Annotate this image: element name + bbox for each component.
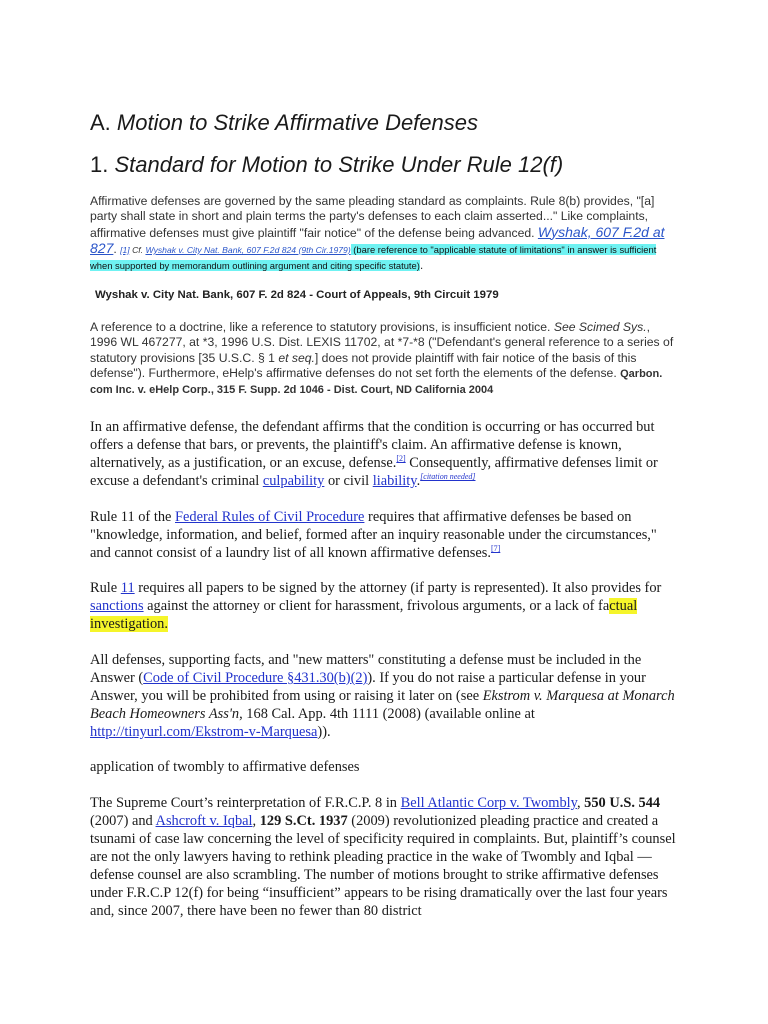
paragraph-rule-11-frcp: Rule 11 of the Federal Rules of Civil Procedure requires that affirmative defenses be based on "knowledge, information, and belief, formed after an inquiry reasonable under the circumstances," and cannot consist of a laundry list of all known affirmative defenses.[7] bbox=[90, 509, 657, 561]
highlighted-parenthetical: (bare reference to "applicable statute of limitations" in answer is sufficient when supported by memorandum outlining argument and citing specific statute) bbox=[90, 243, 657, 272]
footnote-7-link[interactable]: [7] bbox=[490, 544, 501, 554]
sanctions-link[interactable]: sanctions bbox=[90, 598, 144, 614]
heading-1: 1. Standard for Motion to Strike Under Rule 12(f) bbox=[90, 152, 564, 177]
liability-link[interactable]: liability bbox=[372, 473, 417, 489]
heading-a-title: Motion to Strike Affirmative Defenses bbox=[116, 110, 479, 135]
paragraph-pleading-standard: Affirmative defenses are governed by the same pleading standard as complaints. Rule 8(b) provides, "[a] party shall state in short and plain terms the party's defenses to each claim asserted..." Like complaints, affirmative defenses must give plaintiff "fair notice" of the defense being advanced. Wyshak, 607 F.2d at 827. [1] Cf. Wyshak v. City Nat. Bank, 607 F.2d 824 (9th Cir.1979) (bare reference to "applicable statute of limitations" in answer is sufficient when supported by memorandum outlining argument and citing specific statute). bbox=[90, 194, 665, 273]
paragraph-affirmative-defense-definition: In an affirmative defense, the defendant affirms that the condition is occurring or has occurred but offers a defense that bars, or prevents, the plaintiff's claim. An affirmative defense is known, alternatively, as a justification, or an excuse, defense.[2] Consequently, affirmative defenses limit or excuse a defendant's criminal culpability or civil liability.[citation needed] bbox=[90, 419, 658, 489]
case-title-wyshak: Wyshak v. City Nat. Bank, 607 F. 2d 824 - Court of Appeals, 9th Circuit 1979 bbox=[95, 289, 499, 301]
heading-1-title: Standard for Motion to Strike Under Rule 12(f) bbox=[114, 152, 564, 177]
iqbal-link[interactable]: Ashcroft v. Iqbal bbox=[155, 813, 253, 829]
footnote-2-link[interactable]: [2] bbox=[396, 454, 406, 464]
paragraph-rule-11-signing: Rule 11 requires all papers to be signed by the attorney (if party is represented). It also provides for sanctions against the attorney or client for harassment, frivolous arguments, or a lack of factual investigation. bbox=[90, 580, 662, 632]
paragraph-doctrine-reference: A reference to a doctrine, like a reference to statutory provisions, is insufficient notice. See Scimed Sys., 1996 WL 467277, at *3, 1996 U.S. Dist. LEXIS 11702, at *7-*8 ("Defendant's general reference to a series of statutory provisions [35 U.S.C. § 1 et seq.] does not provide plaintiff with fair notice of the basis of this defense"). Furthermore, eHelp's affirmative defenses do not set forth the elements of the defense. Qarbon. com Inc. v. eHelp Corp., 315 F. Supp. 2d 1046 - Dist. Court, ND California 2004 bbox=[90, 320, 674, 397]
ekstrom-case-name: Ekstrom v. Marquesa at Monarch Beach Homeowners Ass'n bbox=[90, 688, 675, 722]
paragraph-twombly-note: application of twombly to affirmative defenses bbox=[90, 759, 360, 775]
wyshak-cite-link[interactable]: Wyshak, 607 F.2d at 827 bbox=[90, 223, 665, 256]
footnote-1-link[interactable]: [1] bbox=[120, 244, 130, 255]
paragraph-all-defenses: All defenses, supporting facts, and "new matters" constituting a defense must be included in the Answer (Code of Civil Procedure §431.30(b)(2)). If you do not raise a particular defense in your Answer, you will be prohibited from using or raising it later on (see Ekstrom v. Marquesa at Monarch Beach Homeowners Ass'n, 168 Cal. App. 4th 1111 (2008) (available online at http://tinyurl.com/Ekstrom-v-Marquesa)). bbox=[90, 652, 675, 740]
twombly-link[interactable]: Bell Atlantic Corp v. Twombly bbox=[400, 795, 577, 811]
rule-11-link[interactable]: 11 bbox=[120, 580, 135, 596]
frcp-link[interactable]: Federal Rules of Civil Procedure bbox=[175, 509, 365, 525]
wyshak-full-cite-link[interactable]: Wyshak v. City Nat. Bank, 607 F.2d 824 (9th Cir.1979) bbox=[145, 244, 351, 255]
heading-a: A. Motion to Strike Affirmative Defenses bbox=[90, 110, 479, 135]
culpability-link[interactable]: culpability bbox=[262, 473, 325, 489]
ccp-431-link[interactable]: Code of Civil Procedure §431.30(b)(2) bbox=[143, 670, 368, 686]
highlighted-factual-investigation: ctual investigation. bbox=[90, 598, 638, 632]
tinyurl-ekstrom-link[interactable]: http://tinyurl.com/Ekstrom-v-Marquesa bbox=[90, 724, 318, 740]
paragraph-twombly-iqbal: The Supreme Court’s reinterpretation of F.R.C.P. 8 in Bell Atlantic Corp v. Twombly, 550 U.S. 544 (2007) and Ashcroft v. Iqbal, 129 S.Ct. 1937 (2009) revolutionized pleading practice and created a tsunami of case law concerning the level of specificity required in complaints. But, plaintiff’s counsel are not the only lawyers having to rethink pleading practice in the wake of Twombly and Iqbal — defense counsel are also scrambling. The number of motions brought to strike affirmative defenses under F.R.C.P 12(f) for being “insufficient” appears to be rising dramatically over the last four years and, since 2007, there have been no fewer than 80 district bbox=[90, 795, 676, 919]
court-cite-qarbon: Qarbon. com Inc. v. eHelp Corp., 315 F. Supp. 2d 1046 - Dist. Court, ND California 2004 bbox=[90, 367, 663, 397]
citation-needed-link[interactable]: [citation needed] bbox=[420, 472, 476, 482]
